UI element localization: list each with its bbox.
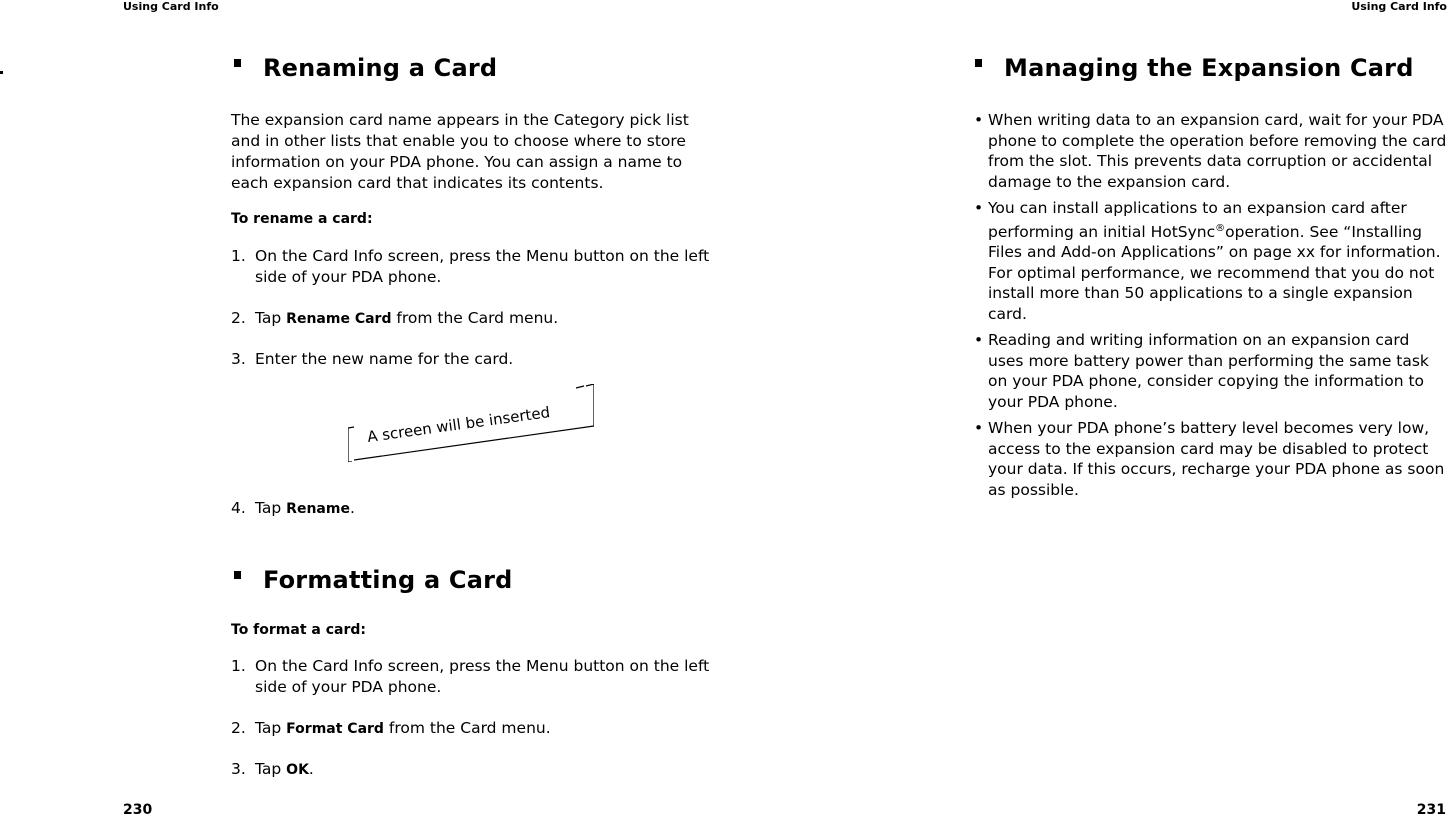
button-label-rename: Rename <box>286 501 350 517</box>
renaming-intro: The expansion card name appears in the Category pick list and in other lists that enable you to choose where to store information on your PDA phone. You can assign a name to each expansion card that indicates its contents. <box>231 111 689 192</box>
step-number: 2. <box>231 309 246 327</box>
rename-step-2 <box>231 308 711 330</box>
format-step-1 <box>231 656 711 698</box>
step-text: On the Card Info screen, press the Menu button on the left side of your PDA phone. <box>255 247 710 286</box>
section-bullet-icon <box>234 59 241 67</box>
format-step-3 <box>231 759 711 781</box>
menu-item-rename-card: Rename Card <box>286 311 392 327</box>
button-label-ok: OK <box>286 762 309 778</box>
managing-bullet-list <box>974 110 1448 506</box>
section-bullet-icon <box>234 571 241 579</box>
left-running-header: Using Card Info <box>123 0 219 13</box>
step-number: 2. <box>231 719 246 737</box>
screen-placeholder-text: A screen will be inserted <box>366 403 552 446</box>
procedure-title-rename: To rename a card: <box>231 211 373 227</box>
section-title-renaming: Renaming a Card <box>263 54 498 82</box>
format-step-2 <box>231 718 711 740</box>
procedure-title-format: To format a card: <box>231 622 366 638</box>
step-text: On the Card Info screen, press the Menu button on the left side of your PDA phone. <box>255 657 710 696</box>
step-number: 3. <box>231 350 246 368</box>
section-title-managing: Managing the Expansion Card <box>1004 54 1414 82</box>
step-text: Tap OK. <box>255 760 314 778</box>
section-bullet-icon <box>975 59 982 67</box>
stray-mark <box>0 71 3 74</box>
list-item: • When writing data to an expansion card, wait for your PDA phone to complete the operation before removing the card from the slot. This prevents data corruption or accidental damage to the expansion card. <box>974 110 1448 192</box>
list-item: • You can install applications to an expansion card after performing an initial HotSync®operation. See “Installing Files and Add-on Applications” on page xx for information. For optimal performance, we recommend that you do not install more than 50 applications to a single expansion card. <box>974 198 1448 324</box>
list-item: • Reading and writing information on an expansion card uses more battery power than performing the same task on your PDA phone, consider copying the information to your PDA phone. <box>974 330 1448 412</box>
section-title-formatting: Formatting a Card <box>263 566 513 594</box>
rename-step-3 <box>231 349 711 370</box>
right-running-header: Using Card Info <box>1351 0 1447 13</box>
step-text: Tap Rename. <box>255 499 355 517</box>
step-number: 1. <box>231 657 246 675</box>
step-number: 1. <box>231 247 246 265</box>
left-page-number: 230 <box>123 802 153 818</box>
step-number: 4. <box>231 499 246 517</box>
step-number: 3. <box>231 760 246 778</box>
step-text: Enter the new name for the card. <box>255 350 514 368</box>
rename-step-1 <box>231 246 711 288</box>
step-text: Tap Format Card from the Card menu. <box>255 719 551 737</box>
screen-placeholder <box>348 384 594 462</box>
right-page-number: 231 <box>1416 802 1446 818</box>
menu-item-format-card: Format Card <box>286 721 384 737</box>
list-item: • When your PDA phone’s battery level becomes very low, access to the expansion card may be disabled to protect your data. If this occurs, recharge your PDA phone as soon as possible. <box>974 418 1448 500</box>
rename-step-4 <box>231 498 711 520</box>
step-text: Tap Rename Card from the Card menu. <box>255 309 559 327</box>
